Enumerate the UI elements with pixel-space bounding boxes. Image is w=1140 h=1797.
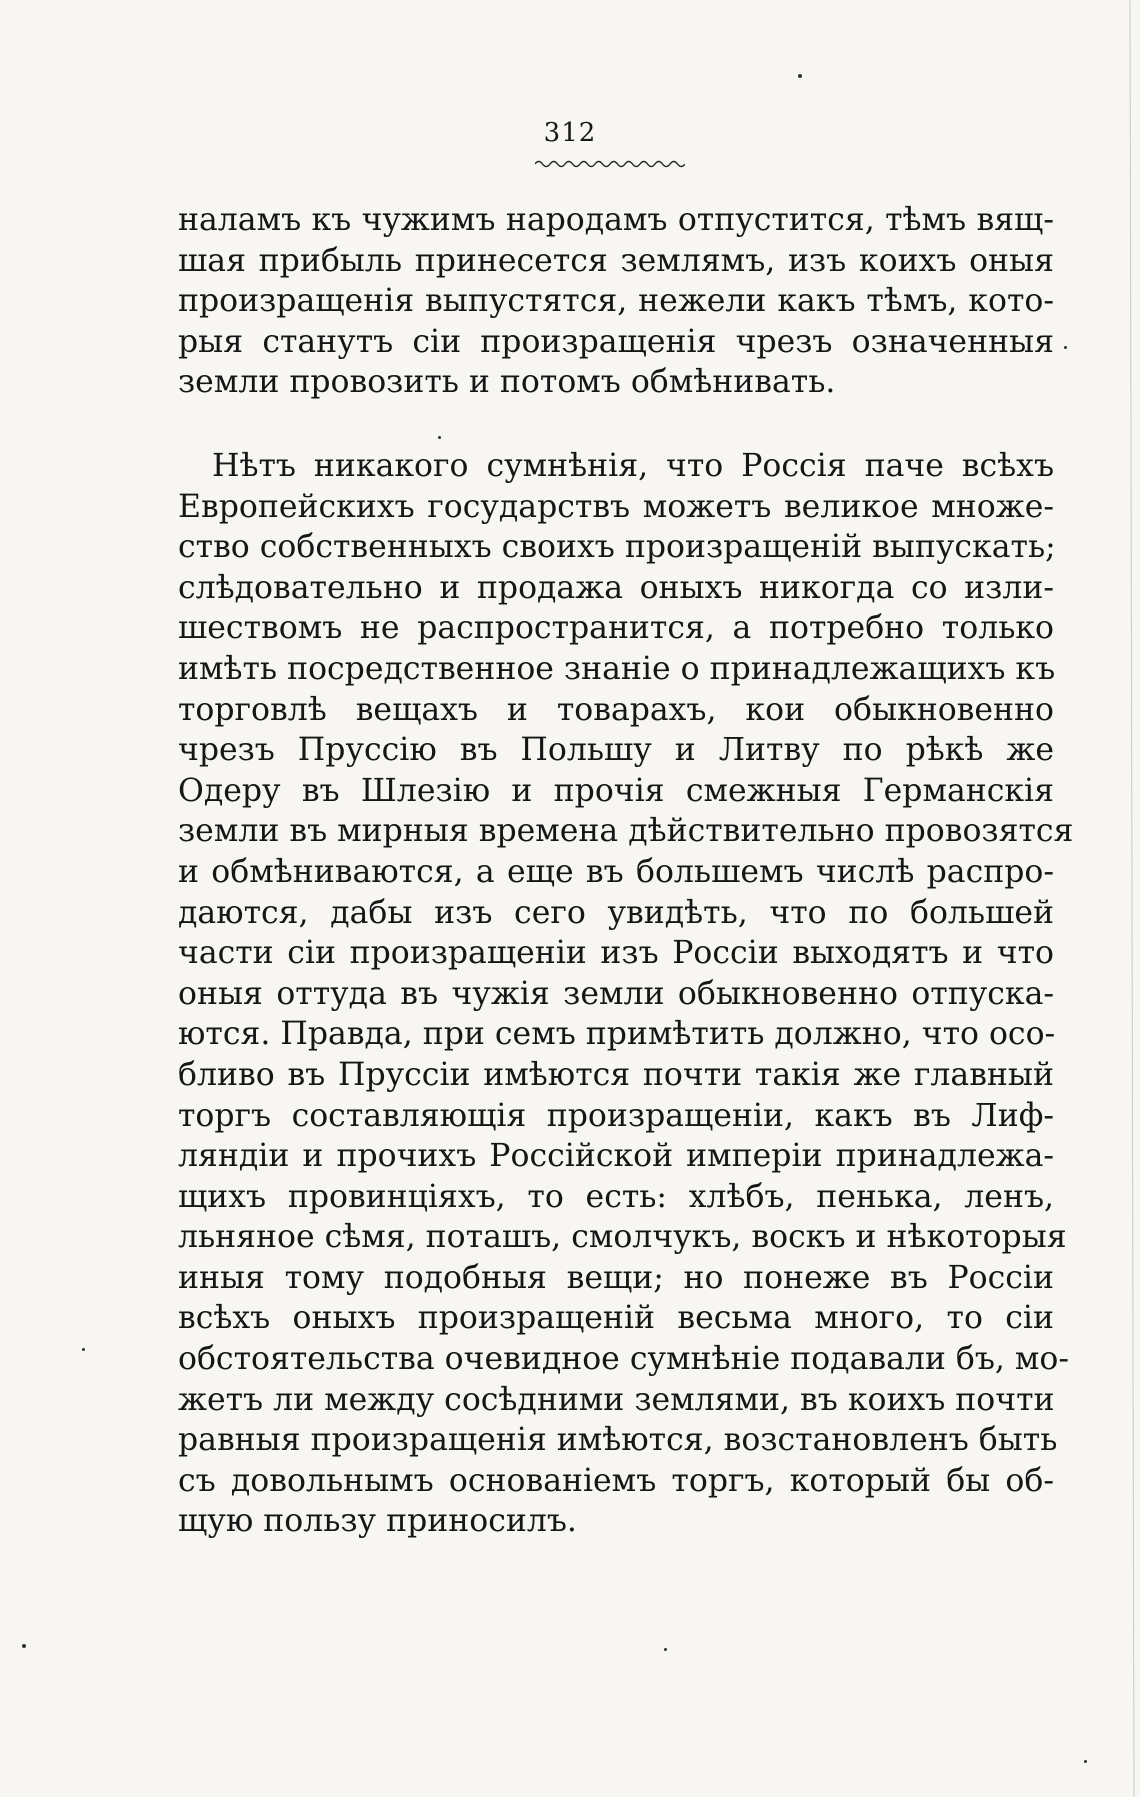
text-line: Нѣтъ никакого сумнѣнія, что Россія паче всѣхъ <box>212 448 1054 484</box>
text-line: щихъ провинціяхъ, то есть: хлѣбъ, пенька, ленъ, <box>178 1178 1054 1215</box>
text-line: торговлѣ вещахъ и товарахъ, кои обыкновенно <box>178 691 1054 728</box>
text-line: имѣть посредственное знаніе о принадлежащихъ къ <box>178 650 1056 687</box>
text-line: рыя станутъ сіи произращенія чрезъ означенныя <box>178 323 1054 360</box>
text-line: ются. Правда, при семъ примѣтить должно, что осо- <box>178 1016 1056 1053</box>
wavy-rule-ornament <box>535 158 685 170</box>
text-line: слѣдовательно и продажа оныхъ никогда со изли- <box>178 569 1054 606</box>
paragraph-continuation <box>178 200 1054 403</box>
scan-speck <box>1084 1760 1087 1763</box>
text-line: обстоятельства очевидное сумнѣніе подавали бъ, мо- <box>178 1341 1070 1378</box>
scan-speck <box>1064 346 1067 349</box>
text-line: и обмѣниваются, а еще въ большемъ числѣ распро- <box>178 853 1054 890</box>
page-edge-shadow <box>1100 0 1140 1797</box>
text-line: Европейскихъ государствъ можетъ великое множе- <box>178 488 1054 525</box>
text-line: жетъ ли между сосѣдними землями, въ коихъ почти <box>178 1381 1055 1418</box>
text-line: земли въ мирныя времена дѣйствительно провозятся <box>178 813 1074 850</box>
text-line: шая прибыль принесется землямъ, изъ коихъ оныя <box>178 242 1054 279</box>
scan-speck <box>438 436 441 439</box>
scan-speck <box>22 1644 26 1648</box>
scan-speck <box>664 1648 667 1651</box>
scan-speck <box>82 1348 85 1351</box>
text-line: произращенія выпустятся, нежели какъ тѣмъ, кото- <box>178 283 1054 320</box>
text-line: Одеру въ Шлезію и прочія смежныя Германскія <box>178 772 1054 809</box>
text-line: оныя оттуда въ чужія земли обыкновенно отпуска- <box>178 975 1054 1012</box>
text-line: даются, дабы изъ сего увидѣть, что по большей <box>178 894 1054 931</box>
text-line: бливо въ Пруссіи имѣются почти такія же главный <box>178 1056 1054 1093</box>
text-line: части сіи произращеніи изъ Россіи выходятъ и что <box>178 935 1054 972</box>
text-line: всѣхъ оныхъ произращеній весьма много, то сіи <box>178 1300 1054 1337</box>
text-line: ляндіи и прочихъ Россійской имперіи принадлежа- <box>178 1138 1054 1175</box>
text-line: наламъ къ чужимъ народамъ отпустится, тѣмъ вящ- <box>178 202 1054 238</box>
text-line: съ довольнымъ основаніемъ торгъ, который бы об- <box>178 1462 1054 1499</box>
text-line: земли провозить и потомъ обмѣнивать. <box>178 364 836 401</box>
page-number: 312 <box>543 118 597 148</box>
text-line: льняное сѣмя, поташъ, смолчукъ, воскъ и нѣкоторыя <box>178 1219 1067 1256</box>
text-line: шествомъ не распространится, а потребно только <box>178 610 1054 647</box>
text-line: щую пользу приносилъ. <box>178 1503 577 1540</box>
text-line: иныя тому подобныя вещи; но понеже въ Россіи <box>178 1259 1054 1296</box>
text-line: ство собственныхъ своихъ произращеній выпускать; <box>178 529 1056 566</box>
text-line: равныя произращенія имѣются, возстановленъ быть <box>178 1422 1058 1459</box>
text-line: торгъ составляющія произращеніи, какъ въ Лиф- <box>178 1097 1054 1134</box>
scan-speck <box>798 74 802 78</box>
paragraph-main <box>178 446 1074 1542</box>
text-line: чрезъ Пруссію въ Польшу и Литву по рѣкѣ же <box>178 732 1054 769</box>
